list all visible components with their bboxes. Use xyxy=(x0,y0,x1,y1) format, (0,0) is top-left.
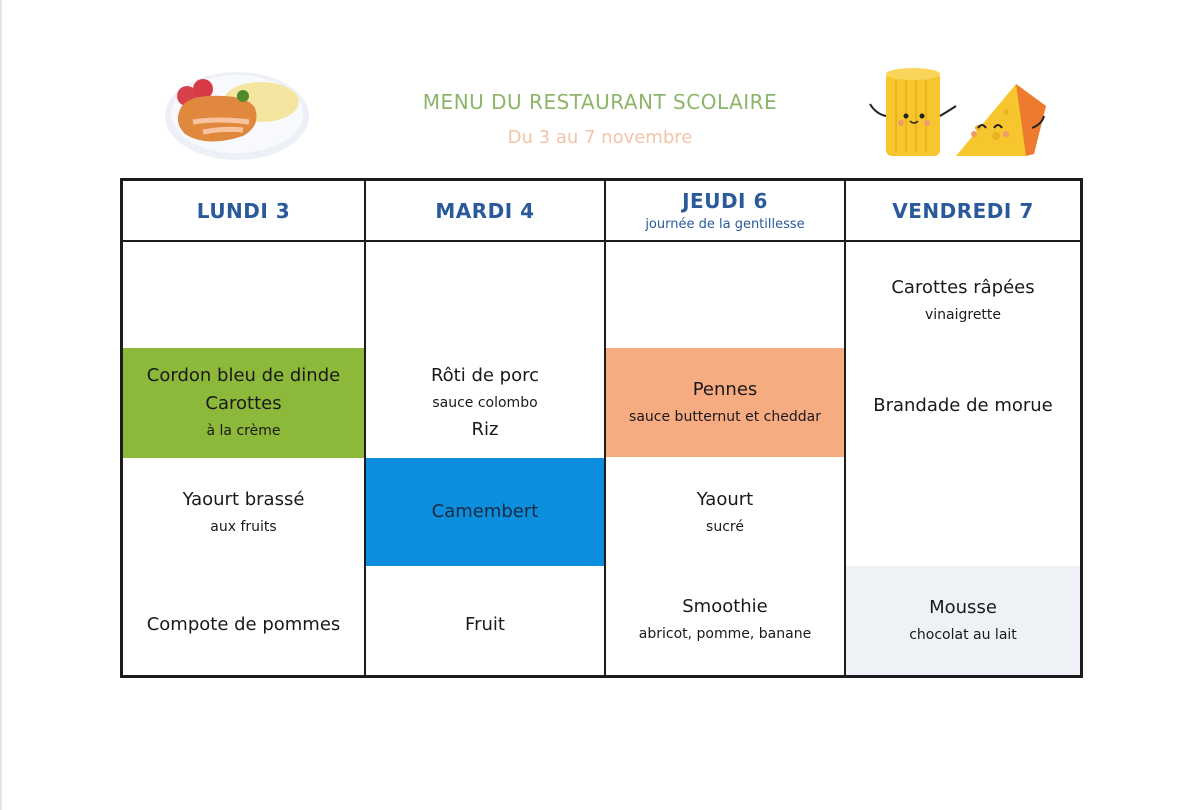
day-header xyxy=(366,181,604,242)
menu-item-main xyxy=(846,361,1080,451)
dish-name: Brandade de morue xyxy=(873,395,1053,416)
dish-name: Yaourt xyxy=(696,489,754,510)
menu-item-dessert xyxy=(846,566,1080,675)
menu-item-main xyxy=(606,348,844,457)
page-edge xyxy=(0,0,2,810)
day-label: LUNDI 3 xyxy=(196,198,291,223)
menu-table xyxy=(120,178,1083,678)
date-range: Du 3 au 7 novembre xyxy=(507,127,693,148)
dish-name: Carottes râpées xyxy=(891,277,1035,298)
dish-name: Smoothie xyxy=(682,596,768,617)
day-header xyxy=(123,181,364,242)
day-note: journée de la gentillesse xyxy=(645,217,805,232)
dish-name: Rôti de porc xyxy=(430,365,540,386)
menu-item-main xyxy=(123,348,364,458)
day-column-vendredi xyxy=(844,181,1080,675)
dish-side: Riz xyxy=(471,419,499,440)
day-column-jeudi xyxy=(604,181,844,675)
dish-name: Yaourt brassé xyxy=(182,489,305,510)
day-column-lundi xyxy=(123,181,364,675)
dish-name: Pennes xyxy=(692,378,758,400)
menu-item-dairy xyxy=(366,458,604,566)
dish-name: Fruit xyxy=(465,614,505,635)
dish-detail: aux fruits xyxy=(210,519,277,535)
dish-detail: sucré xyxy=(706,519,744,535)
page-title: MENU DU RESTAURANT SCOLAIRE xyxy=(422,90,778,114)
menu-item-dessert xyxy=(366,571,604,679)
dish-detail: à la crème xyxy=(206,423,281,439)
menu-item-main xyxy=(366,348,604,458)
day-column-mardi xyxy=(364,181,604,675)
dish-detail: abricot, pomme, banane xyxy=(638,626,812,642)
day-header xyxy=(606,181,844,242)
dish-detail: chocolat au lait xyxy=(909,626,1017,643)
dish-detail: sauce butternut et cheddar xyxy=(629,408,821,425)
dish-side: Carottes xyxy=(205,393,282,414)
dish-name: Mousse xyxy=(929,596,997,618)
day-header xyxy=(846,181,1080,242)
dish-detail: sauce colombo xyxy=(432,395,538,411)
menu-item-dairy xyxy=(606,458,844,568)
dish-detail: vinaigrette xyxy=(924,307,1002,323)
day-label: MARDI 4 xyxy=(435,198,535,223)
menu-item-dairy xyxy=(123,458,364,568)
menu-item-dessert xyxy=(123,571,364,679)
dish-name: Cordon bleu de dinde xyxy=(146,365,341,386)
menu-item-dessert xyxy=(606,566,844,674)
day-label: JEUDI 6 xyxy=(682,189,768,213)
dish-name: Compote de pommes xyxy=(146,614,341,635)
cordon-bleu-plate-icon xyxy=(163,64,311,164)
menu-item-starter xyxy=(846,261,1080,341)
pasta-cheese-mascots-icon xyxy=(866,66,1052,166)
day-label: VENDREDI 7 xyxy=(892,198,1034,223)
dish-name: Camembert xyxy=(431,501,539,522)
